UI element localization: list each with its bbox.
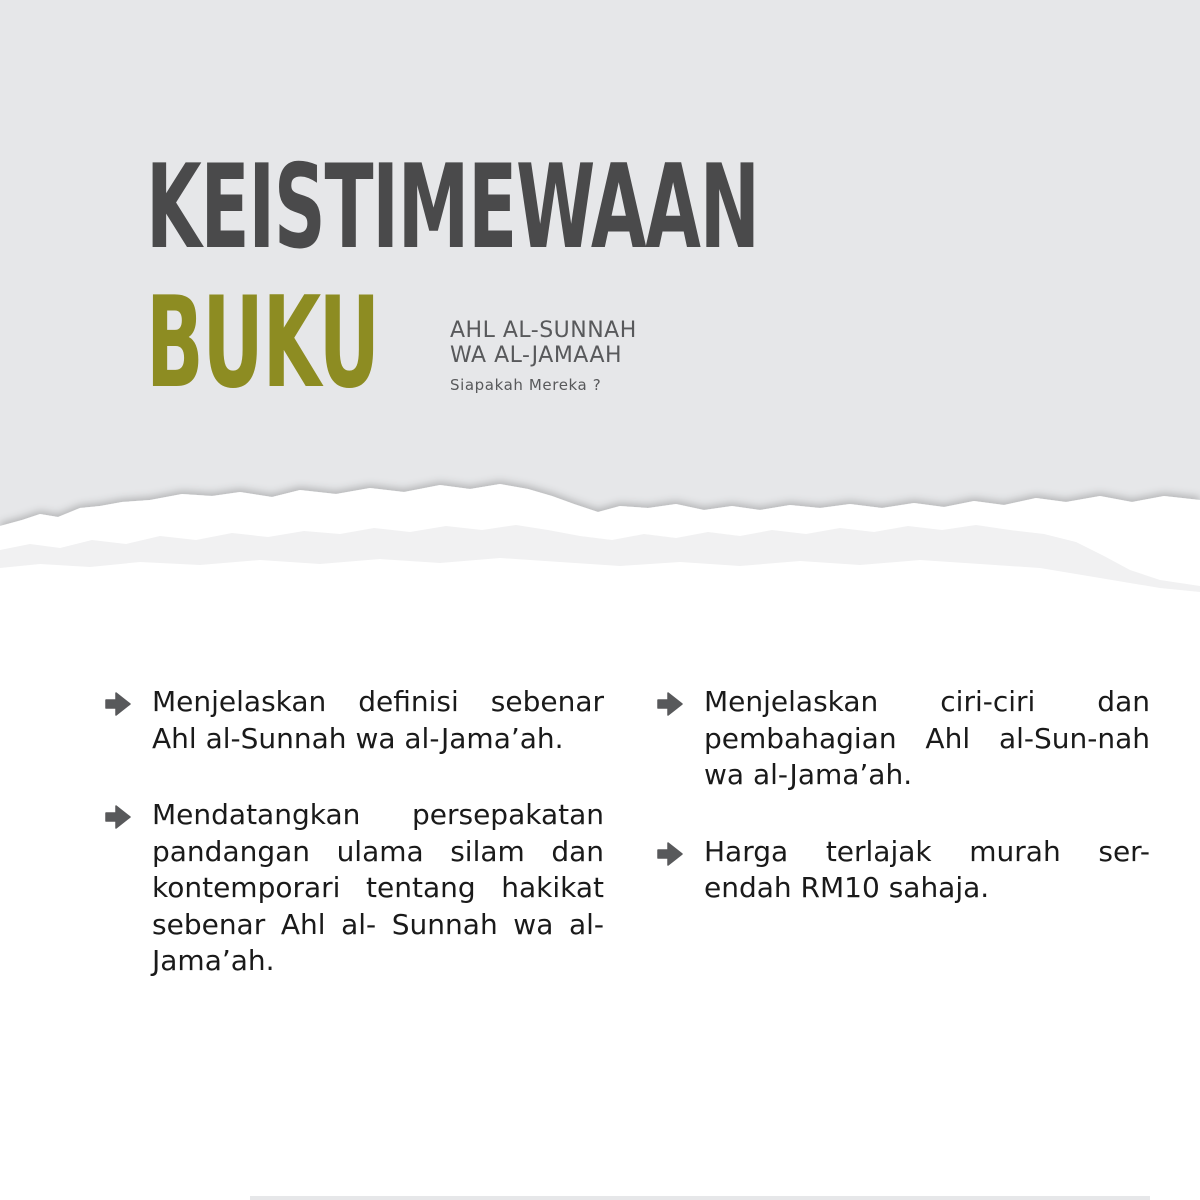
arrow-right-icon [104, 805, 132, 829]
torn-paper-edge [0, 470, 1200, 610]
points-column-right [656, 684, 1150, 947]
list-item [656, 834, 1150, 907]
arrow-right-icon [656, 692, 684, 716]
list-item [104, 684, 604, 757]
list-item-text: Mendatangkan persepakatan pandangan ulama silam dan kontemporari tentang hakikat sebenar Ahl al- Sunnah wa al-Jama’ah. [152, 798, 604, 977]
points-column-left [104, 684, 604, 1020]
book-title-line-2: WA AL-JAMAAH [450, 343, 623, 368]
list-item-text: Menjelaskan definisi sebenar Ahl al-Sunnah wa al-Jama’ah. [152, 685, 604, 755]
book-title-line-1: AHL AL-SUNNAH [450, 318, 637, 343]
list-item-text: Harga terlajak murah ser-endah RM10 sahaja. [704, 834, 1150, 904]
book-title-block [450, 318, 637, 394]
list-item [656, 684, 1150, 794]
list-item-text: Menjelaskan ciri-ciri dan pembahagian Ahl al-Sun-nah wa al-Jama’ah. [704, 685, 1150, 791]
list-item [104, 797, 604, 980]
footer-divider [250, 1196, 1150, 1200]
arrow-right-icon [656, 842, 684, 866]
headline-title: KEISTIMEWAAN [146, 140, 759, 275]
book-tagline: Siapakah Mereka ? [450, 376, 602, 394]
headline-subtitle: BUKU [146, 269, 379, 416]
arrow-right-icon [104, 692, 132, 716]
